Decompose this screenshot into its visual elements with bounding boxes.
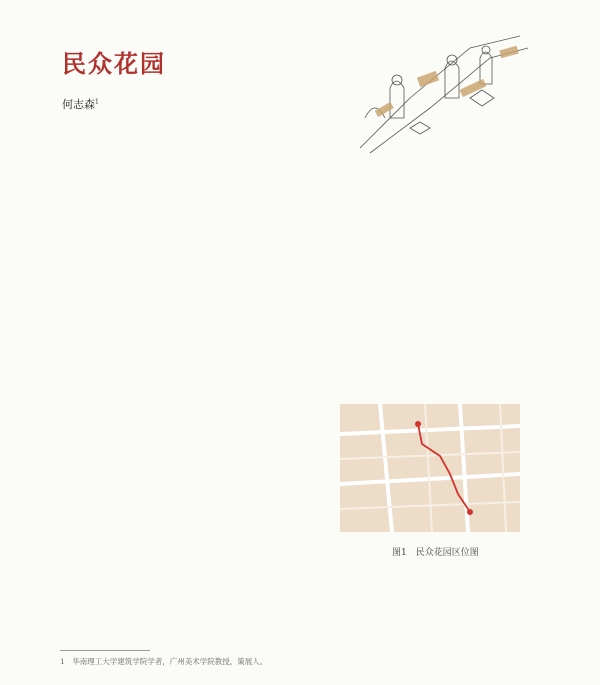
paragraph-3 xyxy=(60,370,332,568)
figure-caption: 图1 民众花园区位图 xyxy=(392,548,479,558)
author-footnote-mark: 1 xyxy=(95,98,99,106)
article-author xyxy=(62,96,99,112)
location-map-icon xyxy=(340,404,520,532)
paragraph-4 xyxy=(60,568,540,614)
paragraph-1 xyxy=(60,178,540,254)
article-title: 民众花园 xyxy=(62,50,166,78)
footnote-divider xyxy=(60,650,150,651)
paragraph-2 xyxy=(60,258,540,364)
paragraph-5 xyxy=(60,616,540,632)
author-name: 何志森 xyxy=(62,98,95,111)
sketch-illustration-icon xyxy=(350,28,530,158)
footnote: 1 华南理工大学建筑学院学者，广州美术学院教授，策展人。 xyxy=(60,657,268,666)
